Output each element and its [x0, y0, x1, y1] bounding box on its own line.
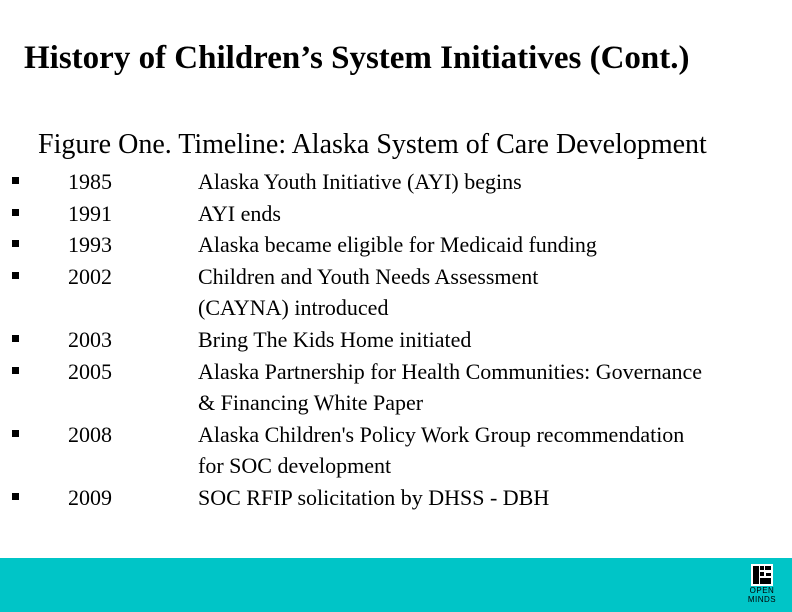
open-minds-logo-icon — [751, 564, 773, 586]
description-line: & Financing White Paper — [198, 390, 424, 416]
description-line: Alaska Children's Policy Work Group recommendation — [198, 421, 685, 447]
timeline-description — [198, 166, 768, 198]
timeline-entry — [0, 261, 792, 324]
timeline-year: 1991 — [68, 200, 112, 226]
timeline-entry — [0, 482, 792, 514]
figure-caption: Figure One. Timeline: Alaska System of Care Development — [38, 129, 707, 160]
logo-text-line2: MINDS — [747, 595, 777, 604]
square-bullet-icon — [12, 367, 19, 374]
description-line: for SOC development — [198, 453, 392, 479]
timeline-entry — [0, 419, 792, 482]
timeline-entry — [0, 198, 792, 230]
timeline-description — [198, 356, 768, 419]
description-line: Bring The Kids Home initiated — [198, 326, 472, 352]
timeline-year: 1985 — [68, 169, 112, 194]
square-bullet-icon — [12, 209, 19, 216]
square-bullet-icon — [12, 177, 19, 184]
square-bullet-icon — [12, 272, 19, 279]
footer-bar — [0, 558, 792, 612]
description-line: AYI ends — [198, 200, 281, 226]
slide-title: History of Children’s System Initiatives (Cont.) — [24, 40, 690, 76]
description-line: Alaska Partnership for Health Communities: Governance — [198, 358, 703, 384]
timeline-description — [198, 482, 768, 514]
square-bullet-icon — [12, 240, 19, 247]
square-bullet-icon — [12, 335, 19, 342]
timeline-year: 2002 — [68, 263, 112, 289]
timeline-entry — [0, 324, 792, 356]
description-line: Alaska became eligible for Medicaid funding — [198, 232, 597, 258]
timeline-description — [198, 324, 768, 356]
timeline-description — [198, 261, 768, 324]
timeline-entry — [0, 229, 792, 261]
timeline-list — [0, 166, 792, 514]
description-line: Children and Youth Needs Assessment — [198, 263, 539, 289]
open-minds-logo — [742, 564, 782, 610]
square-bullet-icon — [12, 430, 19, 437]
description-line: Alaska Youth Initiative (AYI) begins — [198, 169, 522, 194]
timeline-description — [198, 198, 768, 230]
timeline-description — [198, 229, 768, 261]
logo-text-line1: OPEN — [749, 586, 775, 595]
timeline-year: 2009 — [68, 484, 112, 510]
timeline-year: 2008 — [68, 421, 112, 447]
timeline-year: 2005 — [68, 358, 112, 384]
timeline-year: 2003 — [68, 326, 112, 352]
timeline-year: 1993 — [68, 232, 112, 258]
timeline-entry — [0, 356, 792, 419]
square-bullet-icon — [12, 493, 19, 500]
description-line: SOC RFIP solicitation by DHSS - DBH — [198, 484, 550, 510]
description-line: (CAYNA) introduced — [198, 295, 389, 321]
timeline-entry — [0, 166, 792, 198]
timeline-description — [198, 419, 768, 482]
